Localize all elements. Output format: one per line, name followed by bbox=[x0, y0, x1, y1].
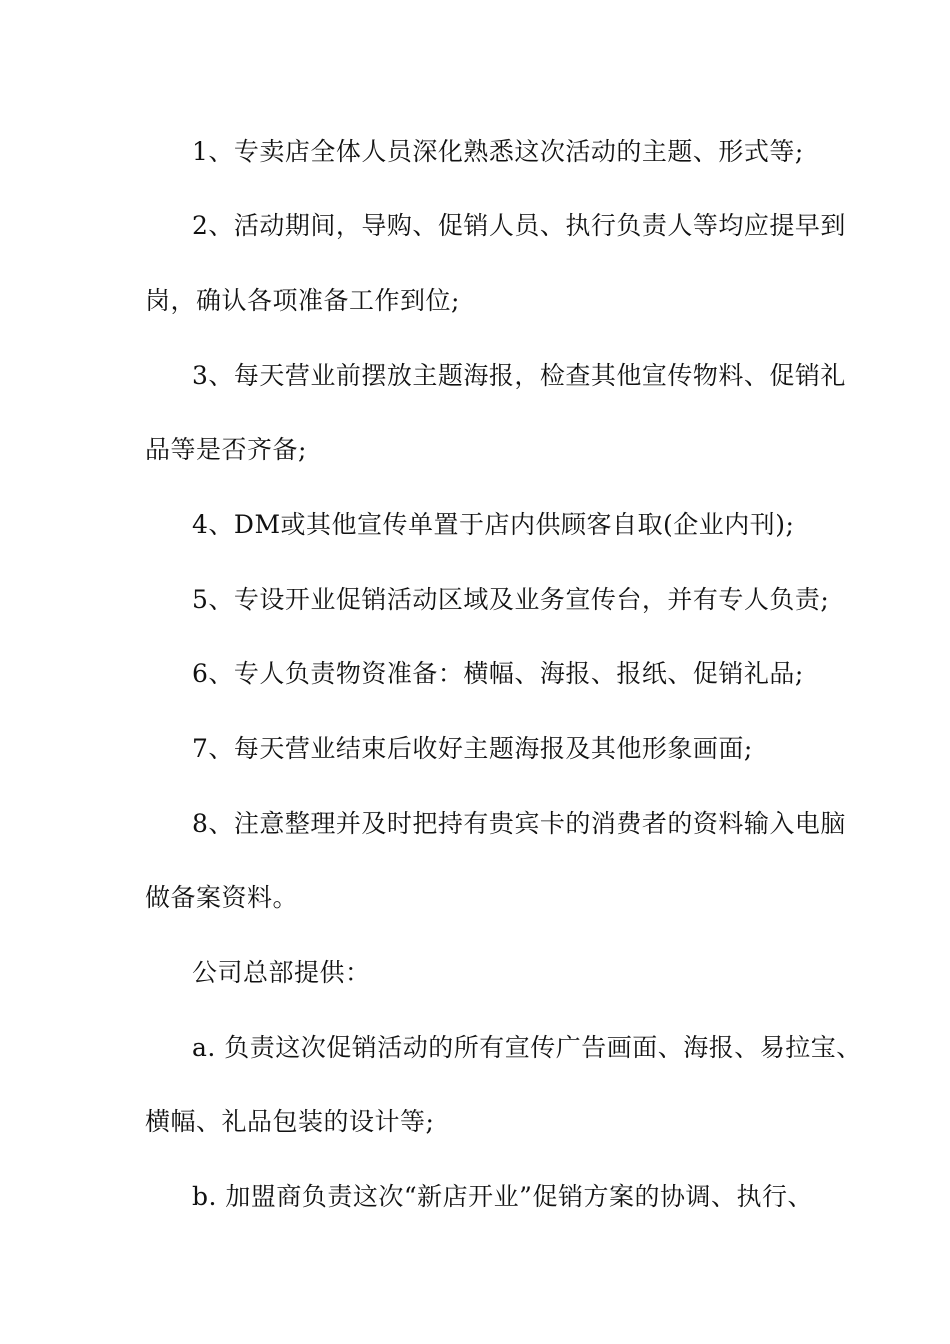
item-3-continuation: 品等是否齐备; bbox=[145, 435, 307, 464]
item-8-line: 8、注意整理并及时把持有贵宾卡的消费者的资料输入电脑 bbox=[192, 809, 846, 838]
item-3-line: 3、每天营业前摆放主题海报，检查其他宣传物料、促销礼 bbox=[192, 361, 846, 390]
item-4-line: 4、DM或其他宣传单置于店内供顾客自取(企业内刊); bbox=[192, 510, 795, 539]
section-heading: 公司总部提供： bbox=[192, 958, 371, 987]
item-7-line: 7、每天营业结束后收好主题海报及其他形象画面; bbox=[192, 734, 753, 763]
item-2-line: 2、活动期间，导购、促销人员、执行负责人等均应提早到 bbox=[192, 211, 846, 240]
item-8-continuation: 做备案资料。 bbox=[145, 883, 299, 912]
item-6-line: 6、专人负责物资准备：横幅、海报、报纸、促销礼品; bbox=[192, 659, 804, 688]
item-a-continuation: 横幅、礼品包装的设计等; bbox=[145, 1107, 435, 1136]
item-1-line: 1、专卖店全体人员深化熟悉这次活动的主题、形式等; bbox=[192, 137, 804, 166]
item-b-line: b. 加盟商负责这次“新店开业”促销方案的协调、执行、 bbox=[192, 1182, 813, 1211]
item-5-line: 5、专设开业促销活动区域及业务宣传台，并有专人负责; bbox=[192, 585, 830, 614]
item-a-line: a. 负责这次促销活动的所有宣传广告画面、海报、易拉宝、 bbox=[192, 1033, 862, 1062]
item-2-continuation: 岗，确认各项准备工作到位; bbox=[145, 286, 460, 315]
